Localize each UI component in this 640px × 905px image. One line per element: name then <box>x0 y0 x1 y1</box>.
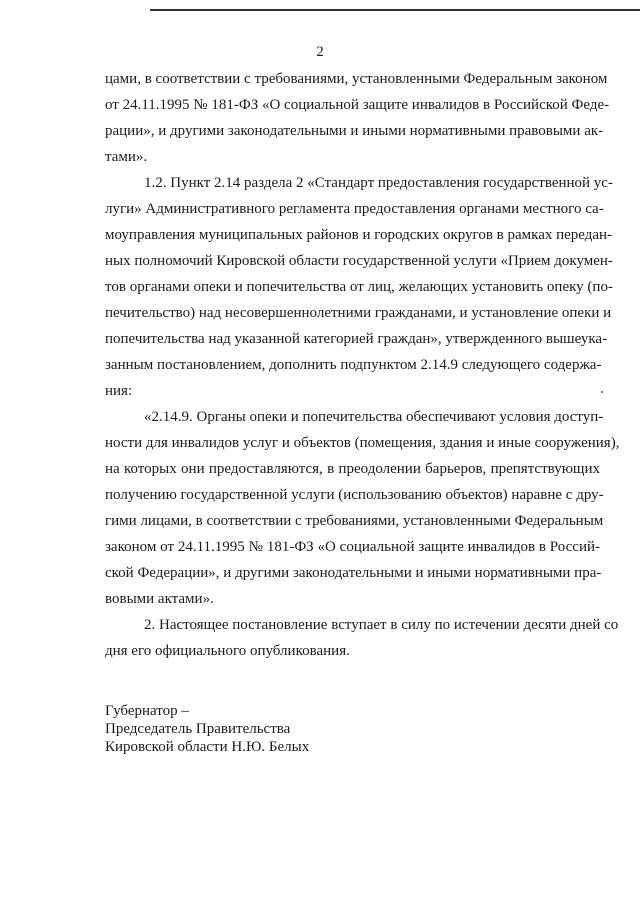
text-line: гими лицами, в соответствии с требованиями, установленными Федеральным <box>105 513 604 529</box>
text-line: законом от 24.11.1995 № 181-ФЗ «О социальной защите инвалидов в Россий- <box>105 539 600 555</box>
signature-name: Кировской области Н.Ю. Белых <box>105 739 310 755</box>
text-line: дня его официального опубликования. <box>105 643 350 659</box>
text-line: цами, в соответствии с требованиями, установленными Федеральным законом <box>105 71 608 87</box>
text-line: вовыми актами». <box>105 591 214 607</box>
text-line: попечительства над указанной категорией граждан», утвержденного вышеука- <box>105 331 608 347</box>
page-number: 2 <box>316 44 324 60</box>
text-line: моуправления муниципальных районов и городских округов в рамках передан- <box>105 227 613 243</box>
text-line: 2. Настоящее постановление вступает в силу по истечении десяти дней со <box>144 617 619 633</box>
signature-title: Губернатор – <box>105 703 189 719</box>
scan-edge-line <box>150 9 640 11</box>
text-line: на которых они предоставляются, в преодолении барьеров, препятствующих <box>105 461 600 477</box>
text-line: 1.2. Пункт 2.14 раздела 2 «Стандарт предоставления государственной ус- <box>144 175 613 191</box>
text-line: от 24.11.1995 № 181-ФЗ «О социальной защите инвалидов в Российской Феде- <box>105 97 610 113</box>
scan-speck <box>601 391 603 393</box>
text-line: ности для инвалидов услуг и объектов (помещения, здания и иные сооружения), <box>105 435 620 451</box>
text-line: тами». <box>105 149 148 165</box>
text-line: ния: <box>105 383 133 399</box>
text-line: ных полномочий Кировской области государственной услуги «Прием докумен- <box>105 253 613 269</box>
signature-position: Председатель Правительства <box>105 721 291 737</box>
text-line: ской Федерации», и другими законодательными и иными нормативными пра- <box>105 565 602 581</box>
text-line: получению государственной услуги (использованию объектов) наравне с дру- <box>105 487 604 503</box>
text-line: занным постановлением, дополнить подпунктом 2.14.9 следующего содержа- <box>105 357 602 373</box>
text-line: луги» Административного регламента предоставления органами местного са- <box>105 201 604 217</box>
text-line: рации», и другими законодательными и иными нормативными правовыми ак- <box>105 123 604 139</box>
text-line: печительство) над несовершеннолетними гражданами, и установление опеки и <box>105 305 612 321</box>
text-line: тов органами опеки и попечительства от лиц, желающих установить опеку (по- <box>105 279 613 295</box>
text-line: «2.14.9. Органы опеки и попечительства обеспечивают условия доступ- <box>144 409 604 425</box>
